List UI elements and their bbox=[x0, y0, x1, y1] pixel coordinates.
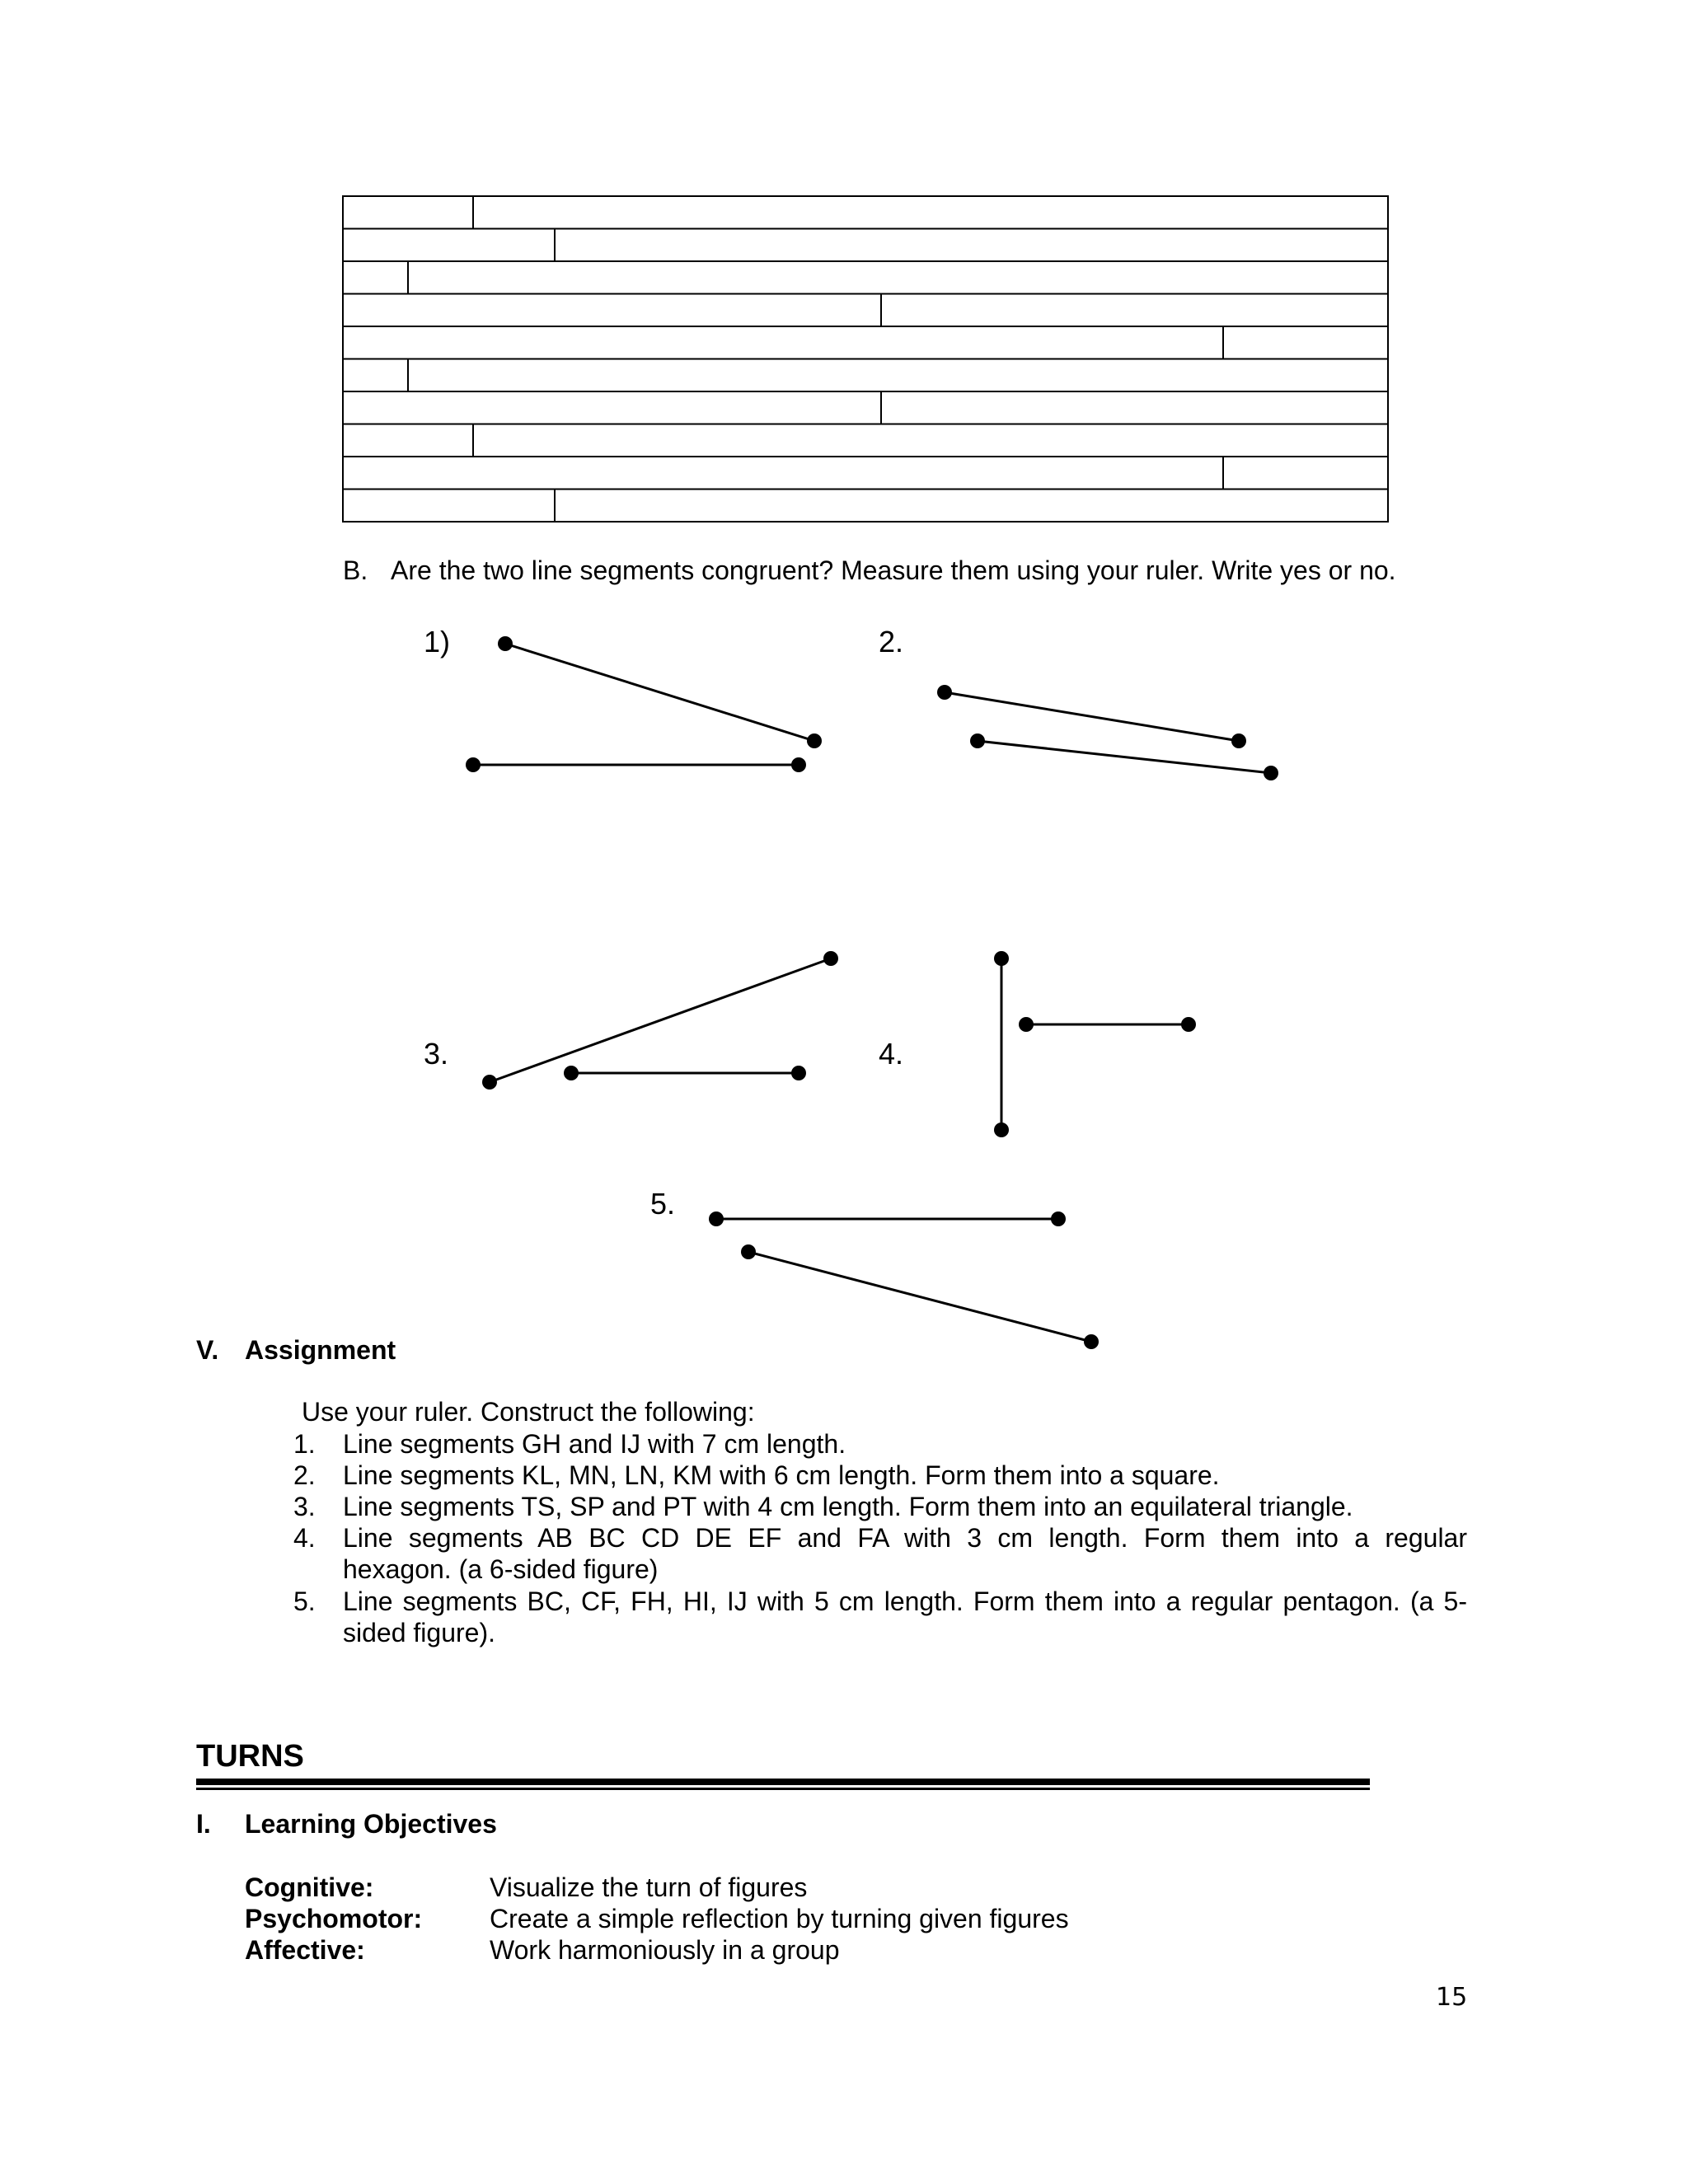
endpoint-dot bbox=[564, 1066, 579, 1080]
assignment-item-text-cont: sided figure). bbox=[343, 1618, 495, 1647]
endpoint-dot bbox=[1051, 1212, 1066, 1226]
assignment-item-text: Line segments KL, MN, LN, KM with 6 cm length. Form them into a square. bbox=[343, 1460, 1220, 1490]
endpoint-dot bbox=[498, 636, 513, 651]
item-1-segment-a bbox=[505, 644, 814, 741]
endpoint-dot bbox=[994, 1122, 1009, 1137]
assignment-item-text: Line segments BC, CF, FH, HI, IJ with 5 cm length. Form them into a regular pentagon. (a 5- bbox=[343, 1586, 1467, 1616]
objectives-numeral: I. bbox=[196, 1809, 211, 1839]
endpoint-dot bbox=[791, 757, 806, 772]
endpoint-dot bbox=[1264, 766, 1278, 780]
item-4-label: 4. bbox=[879, 1037, 904, 1071]
assignment-item-text: Line segments TS, SP and PT with 4 cm length. Form them into an equilateral triangle. bbox=[343, 1492, 1353, 1521]
endpoint-dot bbox=[937, 685, 952, 700]
item-5-label: 5. bbox=[650, 1187, 676, 1221]
turns-heading: TURNS bbox=[196, 1739, 304, 1774]
item-3-segments bbox=[482, 951, 838, 1090]
endpoint-dot bbox=[482, 1075, 497, 1090]
item-2-segments bbox=[937, 685, 1278, 780]
endpoint-dot bbox=[791, 1066, 806, 1080]
objectives-title: Learning Objectives bbox=[245, 1809, 497, 1839]
endpoint-dot bbox=[1231, 733, 1246, 748]
objective-text-affective: Work harmoniously in a group bbox=[490, 1935, 840, 1965]
item-1-segments bbox=[466, 636, 822, 772]
assignment-item-text-cont: hexagon. (a 6-sided figure) bbox=[343, 1554, 659, 1584]
assignment-title: Assignment bbox=[245, 1335, 396, 1365]
endpoint-dot bbox=[1019, 1017, 1034, 1032]
assignment-item-num: 2. bbox=[293, 1460, 316, 1490]
item-4-segments bbox=[994, 951, 1196, 1137]
endpoint-dot bbox=[709, 1212, 724, 1226]
endpoint-dot bbox=[1084, 1334, 1099, 1349]
assignment-item-num: 4. bbox=[293, 1523, 316, 1553]
assignment-item-num: 3. bbox=[293, 1492, 316, 1521]
item-2-segment-b bbox=[978, 741, 1271, 773]
assignment-item-num: 5. bbox=[293, 1586, 316, 1616]
item-1-label: 1) bbox=[424, 625, 451, 658]
endpoint-dot bbox=[807, 733, 822, 748]
objective-label-psychomotor: Psychomotor: bbox=[245, 1904, 423, 1933]
assignment-item-text: Line segments AB BC CD DE EF and FA with 3 cm length. Form them into a regular bbox=[343, 1523, 1467, 1553]
objective-label-cognitive: Cognitive: bbox=[245, 1872, 374, 1902]
item-2-label: 2. bbox=[879, 625, 904, 658]
item-2-segment-a bbox=[945, 692, 1239, 741]
item-3-label: 3. bbox=[424, 1037, 449, 1071]
endpoint-dot bbox=[994, 951, 1009, 966]
heading-rule-thin bbox=[196, 1788, 1370, 1790]
item-3-segment-a bbox=[490, 958, 831, 1082]
endpoint-dot bbox=[741, 1244, 756, 1259]
objective-text-psychomotor: Create a simple reflection by turning given figures bbox=[490, 1904, 1069, 1933]
assignment-item-num: 1. bbox=[293, 1429, 316, 1459]
heading-rule-thick bbox=[196, 1779, 1370, 1785]
item-5-segment-b bbox=[748, 1252, 1091, 1342]
section-b-prompt: Are the two line segments congruent? Measure them using your ruler. Write yes or no. bbox=[391, 555, 1396, 585]
objective-label-affective: Affective: bbox=[245, 1935, 365, 1965]
endpoint-dot bbox=[970, 733, 985, 748]
page-number: 15 bbox=[1436, 1983, 1468, 2012]
assignment-numeral: V. bbox=[196, 1335, 219, 1365]
assignment-item-text: Line segments GH and IJ with 7 cm length. bbox=[343, 1429, 846, 1459]
section-b-letter: B. bbox=[343, 555, 368, 585]
assignment-intro: Use your ruler. Construct the following: bbox=[302, 1397, 755, 1427]
item-5-segments bbox=[709, 1212, 1099, 1349]
endpoint-dot bbox=[466, 757, 481, 772]
endpoint-dot bbox=[823, 951, 838, 966]
objective-text-cognitive: Visualize the turn of figures bbox=[490, 1872, 808, 1902]
endpoint-dot bbox=[1181, 1017, 1196, 1032]
